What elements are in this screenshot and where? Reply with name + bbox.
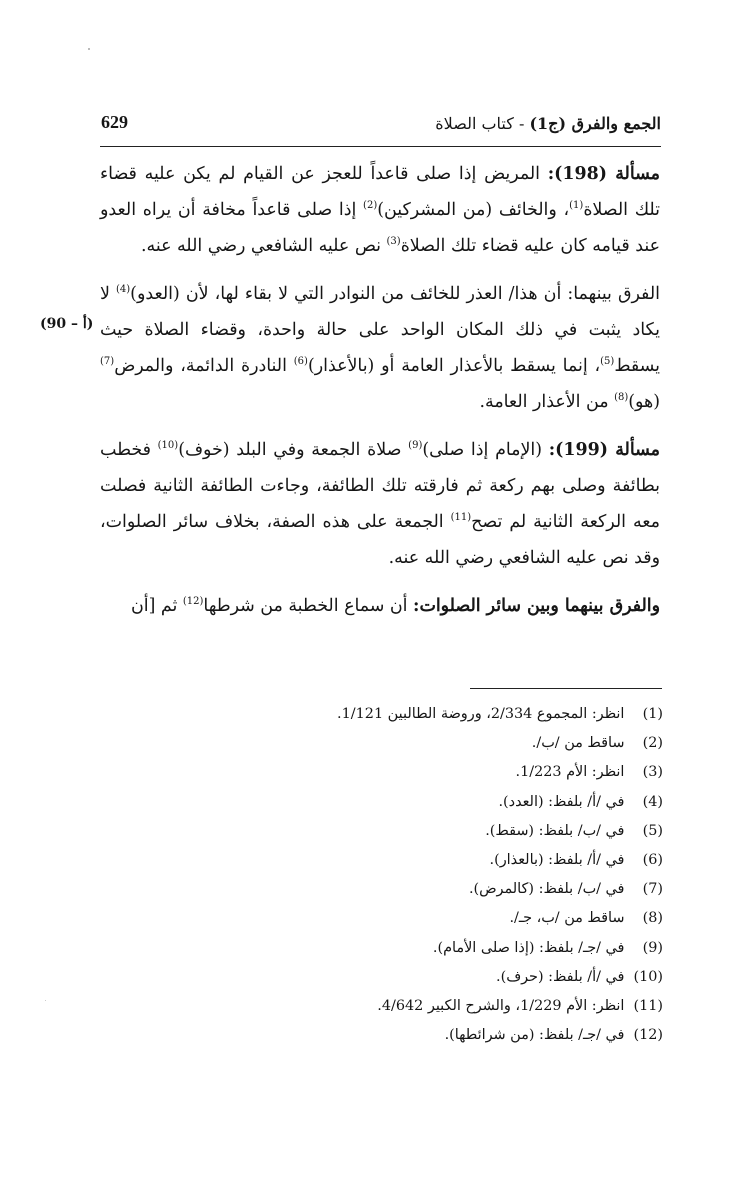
footnote-ref: (9) xyxy=(408,440,423,452)
header-rule xyxy=(100,146,661,147)
footnote-text: انظر: الأم 1/223. xyxy=(515,764,625,781)
text-run: (الإمام إذا صلى) xyxy=(422,440,549,460)
footnote-number: (9) xyxy=(642,939,663,956)
footnote-text: في /جـ/ بلفظ: (من شرائطها). xyxy=(444,1027,625,1044)
footnotes xyxy=(103,700,663,1050)
footnote-text: انظر: الأم 1/229، والشرح الكبير 4/642. xyxy=(377,998,625,1015)
margin-folio-note: (90 – أ) xyxy=(40,316,94,332)
footnote-text: في /أ/ بلفظ: (العدد). xyxy=(498,793,625,810)
running-head-book: الجمع والفرق (ج1) xyxy=(529,114,661,133)
text-run: (هو) xyxy=(628,392,660,412)
footnote-text: في /جـ/ بلفظ: (إذا صلى الأمام). xyxy=(432,939,625,956)
footnote-ref: (8) xyxy=(614,392,629,404)
masala-label: مسألة (199): xyxy=(548,440,660,460)
paragraph-farq-1 xyxy=(100,276,660,420)
text-run: ثم [أن xyxy=(131,596,183,616)
scan-speck xyxy=(45,1000,46,1001)
text-run: النادرة الدائمة، والمرض xyxy=(114,356,294,376)
paragraph-masala-198 xyxy=(100,156,660,264)
footnote xyxy=(103,934,663,963)
text-run: المريض إذا صلى قاعداً للعجز عن القيام لم يكن عليه قضاء تلك الصلاة xyxy=(100,164,661,220)
footnote-number: (4) xyxy=(642,793,663,810)
text-run: صلاة الجمعة وفي البلد (خوف) xyxy=(178,440,409,460)
text-run: فخطب بطائفة وصلى بهم ركعة ثم فارقته تلك الطائفة، وجاءت الطائفة الثانية فصلت معه الركعة الثانية لم تصح xyxy=(100,440,661,532)
scan-speck xyxy=(88,48,90,50)
footnote xyxy=(103,758,663,787)
footnote-number: (12) xyxy=(633,1027,663,1044)
text-run: لا يكاد يثبت في ذلك المكان الواحد على حالة واحدة، وقضاء الصلاة حيث يسقط xyxy=(100,284,660,376)
footnote-ref: (6) xyxy=(293,356,308,368)
footnote-text: في /ب/ بلفظ: (سقط). xyxy=(485,822,625,839)
footnote-number: (11) xyxy=(633,998,663,1015)
footnote-text: ساقط من /ب، جـ/. xyxy=(509,910,625,927)
footnote-rule xyxy=(470,688,662,689)
text-run: ، إنما يسقط بالأعذار العامة أو (بالأعذار) xyxy=(307,356,601,376)
footnote xyxy=(103,788,663,817)
main-text xyxy=(100,156,660,624)
footnote-number: (7) xyxy=(642,881,663,898)
footnote-ref: (11) xyxy=(450,512,472,524)
footnote-ref: (12) xyxy=(182,596,204,608)
paragraph-farq-2 xyxy=(100,588,660,624)
text-run: الجمعة على هذه الصفة، بخلاف سائر الصلوات، وقد نص عليه الشافعي رضي الله عنه. xyxy=(100,512,660,568)
footnote-number: (3) xyxy=(642,764,663,781)
footnote-number: (2) xyxy=(642,735,663,752)
footnote xyxy=(103,875,663,904)
footnote-number: (6) xyxy=(642,852,663,869)
footnote-ref: (1) xyxy=(569,200,584,212)
text-run: الفرق بينهما: أن هذا/ العذر للخائف من النوادر التي لا بقاء لها، لأن (العدو) xyxy=(130,284,660,304)
footnote xyxy=(103,904,663,933)
footnote xyxy=(103,1021,663,1050)
footnote-text: ساقط من /ب/. xyxy=(531,735,625,752)
footnote-number: (10) xyxy=(633,968,663,985)
text-run: نص عليه الشافعي رضي الله عنه. xyxy=(140,236,387,256)
footnote-ref: (3) xyxy=(386,236,401,248)
footnote-text: في /ب/ بلفظ: (كالمرض). xyxy=(468,881,625,898)
footnote xyxy=(103,846,663,875)
page-number: 629 xyxy=(101,112,128,132)
footnote-ref: (2) xyxy=(363,200,378,212)
footnote-number: (1) xyxy=(642,706,663,722)
footnote-number: (8) xyxy=(642,910,663,927)
text-run: ، والخائف (من المشركين) xyxy=(377,200,570,220)
footnote-ref: (10) xyxy=(157,440,179,452)
farq-label: والفرق بينهما وبين سائر الصلوات: xyxy=(413,596,660,616)
footnote-text: انظر: المجموع 2/334، وروضة الطالبين 1/121. xyxy=(337,706,625,722)
text-run: إذا صلى قاعداً مخافة أن يراه العدو عند قيامه كان عليه قضاء تلك الصلاة xyxy=(100,200,660,256)
paragraph-masala-199 xyxy=(100,432,660,576)
footnote xyxy=(103,700,663,729)
footnote-ref: (7) xyxy=(100,356,115,368)
masala-label: مسألة (198): xyxy=(547,164,660,184)
footnote-ref: (4) xyxy=(115,284,131,296)
footnote xyxy=(103,963,663,992)
footnote xyxy=(103,817,663,846)
text-run: من الأعذار العامة. xyxy=(479,392,615,412)
footnote-ref: (5) xyxy=(600,356,615,368)
footnote-number: (5) xyxy=(642,822,663,839)
footnote xyxy=(103,992,663,1021)
footnote-text: في /أ/ بلفظ: (حرف). xyxy=(496,968,625,985)
running-head xyxy=(435,114,661,133)
text-run: أن سماع الخطبة من شرطها xyxy=(203,596,414,616)
footnote-text: في /أ/ بلفظ: (بالعذار). xyxy=(489,852,625,869)
footnote xyxy=(103,729,663,758)
running-head-chapter: - كتاب الصلاة xyxy=(435,114,530,133)
